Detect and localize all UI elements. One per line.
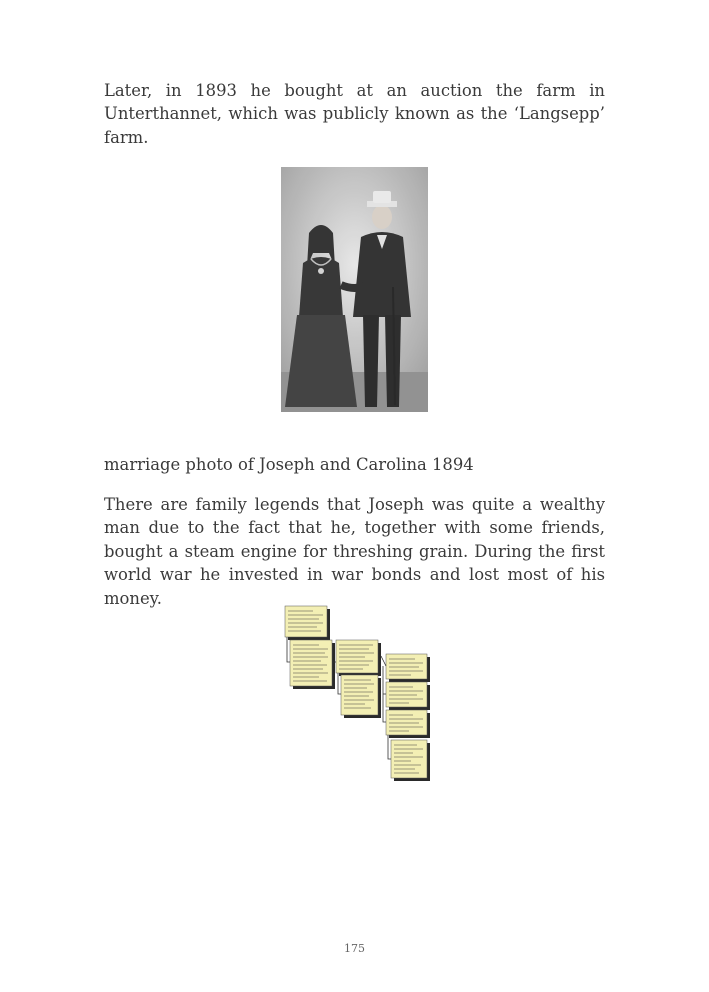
family-tree-diagram <box>283 604 433 784</box>
paragraph-farm-purchase: Later, in 1893 he bought at an auction the farm in Unterthannet, which was publicly known as the ‘Langsepp’ farm. <box>104 81 605 147</box>
marriage-photo-drawing <box>281 167 428 412</box>
family-tree-drawing <box>283 604 433 784</box>
paragraph-family-legends: There are family legends that Joseph was quite a wealthy man due to the fact that he, together with some friends, bought a steam engine for threshing grain. During the first world war he invested in war bonds and lost most of his money. <box>104 495 605 608</box>
photo-caption: marriage photo of Joseph and Carolina 1894 <box>104 455 474 474</box>
page-number: 175 <box>344 942 365 955</box>
marriage-photo <box>281 167 428 412</box>
